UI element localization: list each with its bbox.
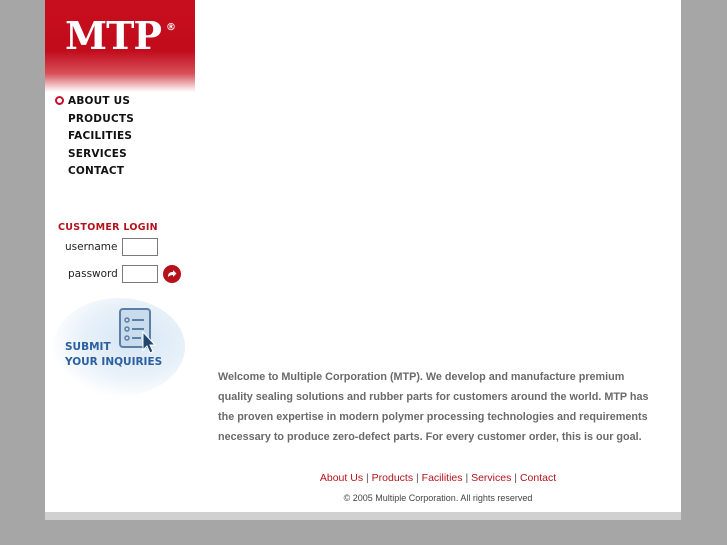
arrow-right-icon (166, 268, 178, 280)
username-input[interactable] (122, 238, 158, 256)
nav-item-label: ABOUT US (68, 95, 131, 107)
page-bottom-bar (45, 512, 681, 520)
welcome-text: Welcome to Multiple Corporation (MTP). We develop and manufacture premium quality sealing solutions and rubber parts for customers around the world. MTP has the proven expertise in modern polymer processing technologies and requirements necessary to produce zero-defect parts. For every customer order, this is our goal. (218, 371, 649, 443)
nav-item-services[interactable] (55, 147, 134, 165)
copyright-text: © 2005 Multiple Corporation. All rights reserved (343, 493, 533, 503)
footer-link-about-us[interactable]: About Us (319, 472, 364, 484)
customer-login-title: CUSTOMER LOGIN (58, 222, 158, 233)
username-label: username (65, 241, 118, 253)
footer-links (218, 472, 658, 484)
footer-separator: | (416, 472, 422, 484)
logo-banner[interactable] (45, 0, 195, 92)
footer-separator: | (366, 472, 372, 484)
nav-item-about-us[interactable] (55, 94, 134, 112)
nav-item-label: FACILITIES (68, 130, 133, 142)
nav-item-label: CONTACT (68, 165, 125, 177)
submit-line-2: YOUR INQUIRIES (65, 356, 163, 368)
footer-separator: | (465, 472, 472, 484)
login-go-button[interactable] (163, 265, 181, 283)
footer-link-facilities[interactable]: Facilities (421, 472, 463, 484)
active-bullet-icon (55, 96, 64, 105)
footer-link-products[interactable]: Products (371, 472, 414, 484)
footer-separator: | (514, 472, 520, 484)
footer-link-services[interactable]: Services (471, 472, 512, 484)
logo-text: MTP (65, 13, 161, 58)
registered-mark: ® (166, 22, 176, 33)
submit-inquiries-button[interactable] (53, 298, 183, 396)
nav-item-label: PRODUCTS (68, 112, 134, 125)
nav-item-label: SERVICES (68, 147, 127, 160)
main-nav (55, 94, 134, 182)
password-label: password (68, 268, 118, 280)
nav-item-contact[interactable] (55, 164, 134, 182)
password-input[interactable] (122, 265, 158, 283)
submit-inquiries-text (65, 340, 162, 370)
nav-item-facilities[interactable] (55, 129, 134, 147)
footer-link-contact[interactable]: Contact (519, 472, 557, 484)
page-container (45, 0, 681, 512)
submit-line-1: SUBMIT (65, 341, 111, 353)
nav-item-products[interactable] (55, 112, 134, 130)
